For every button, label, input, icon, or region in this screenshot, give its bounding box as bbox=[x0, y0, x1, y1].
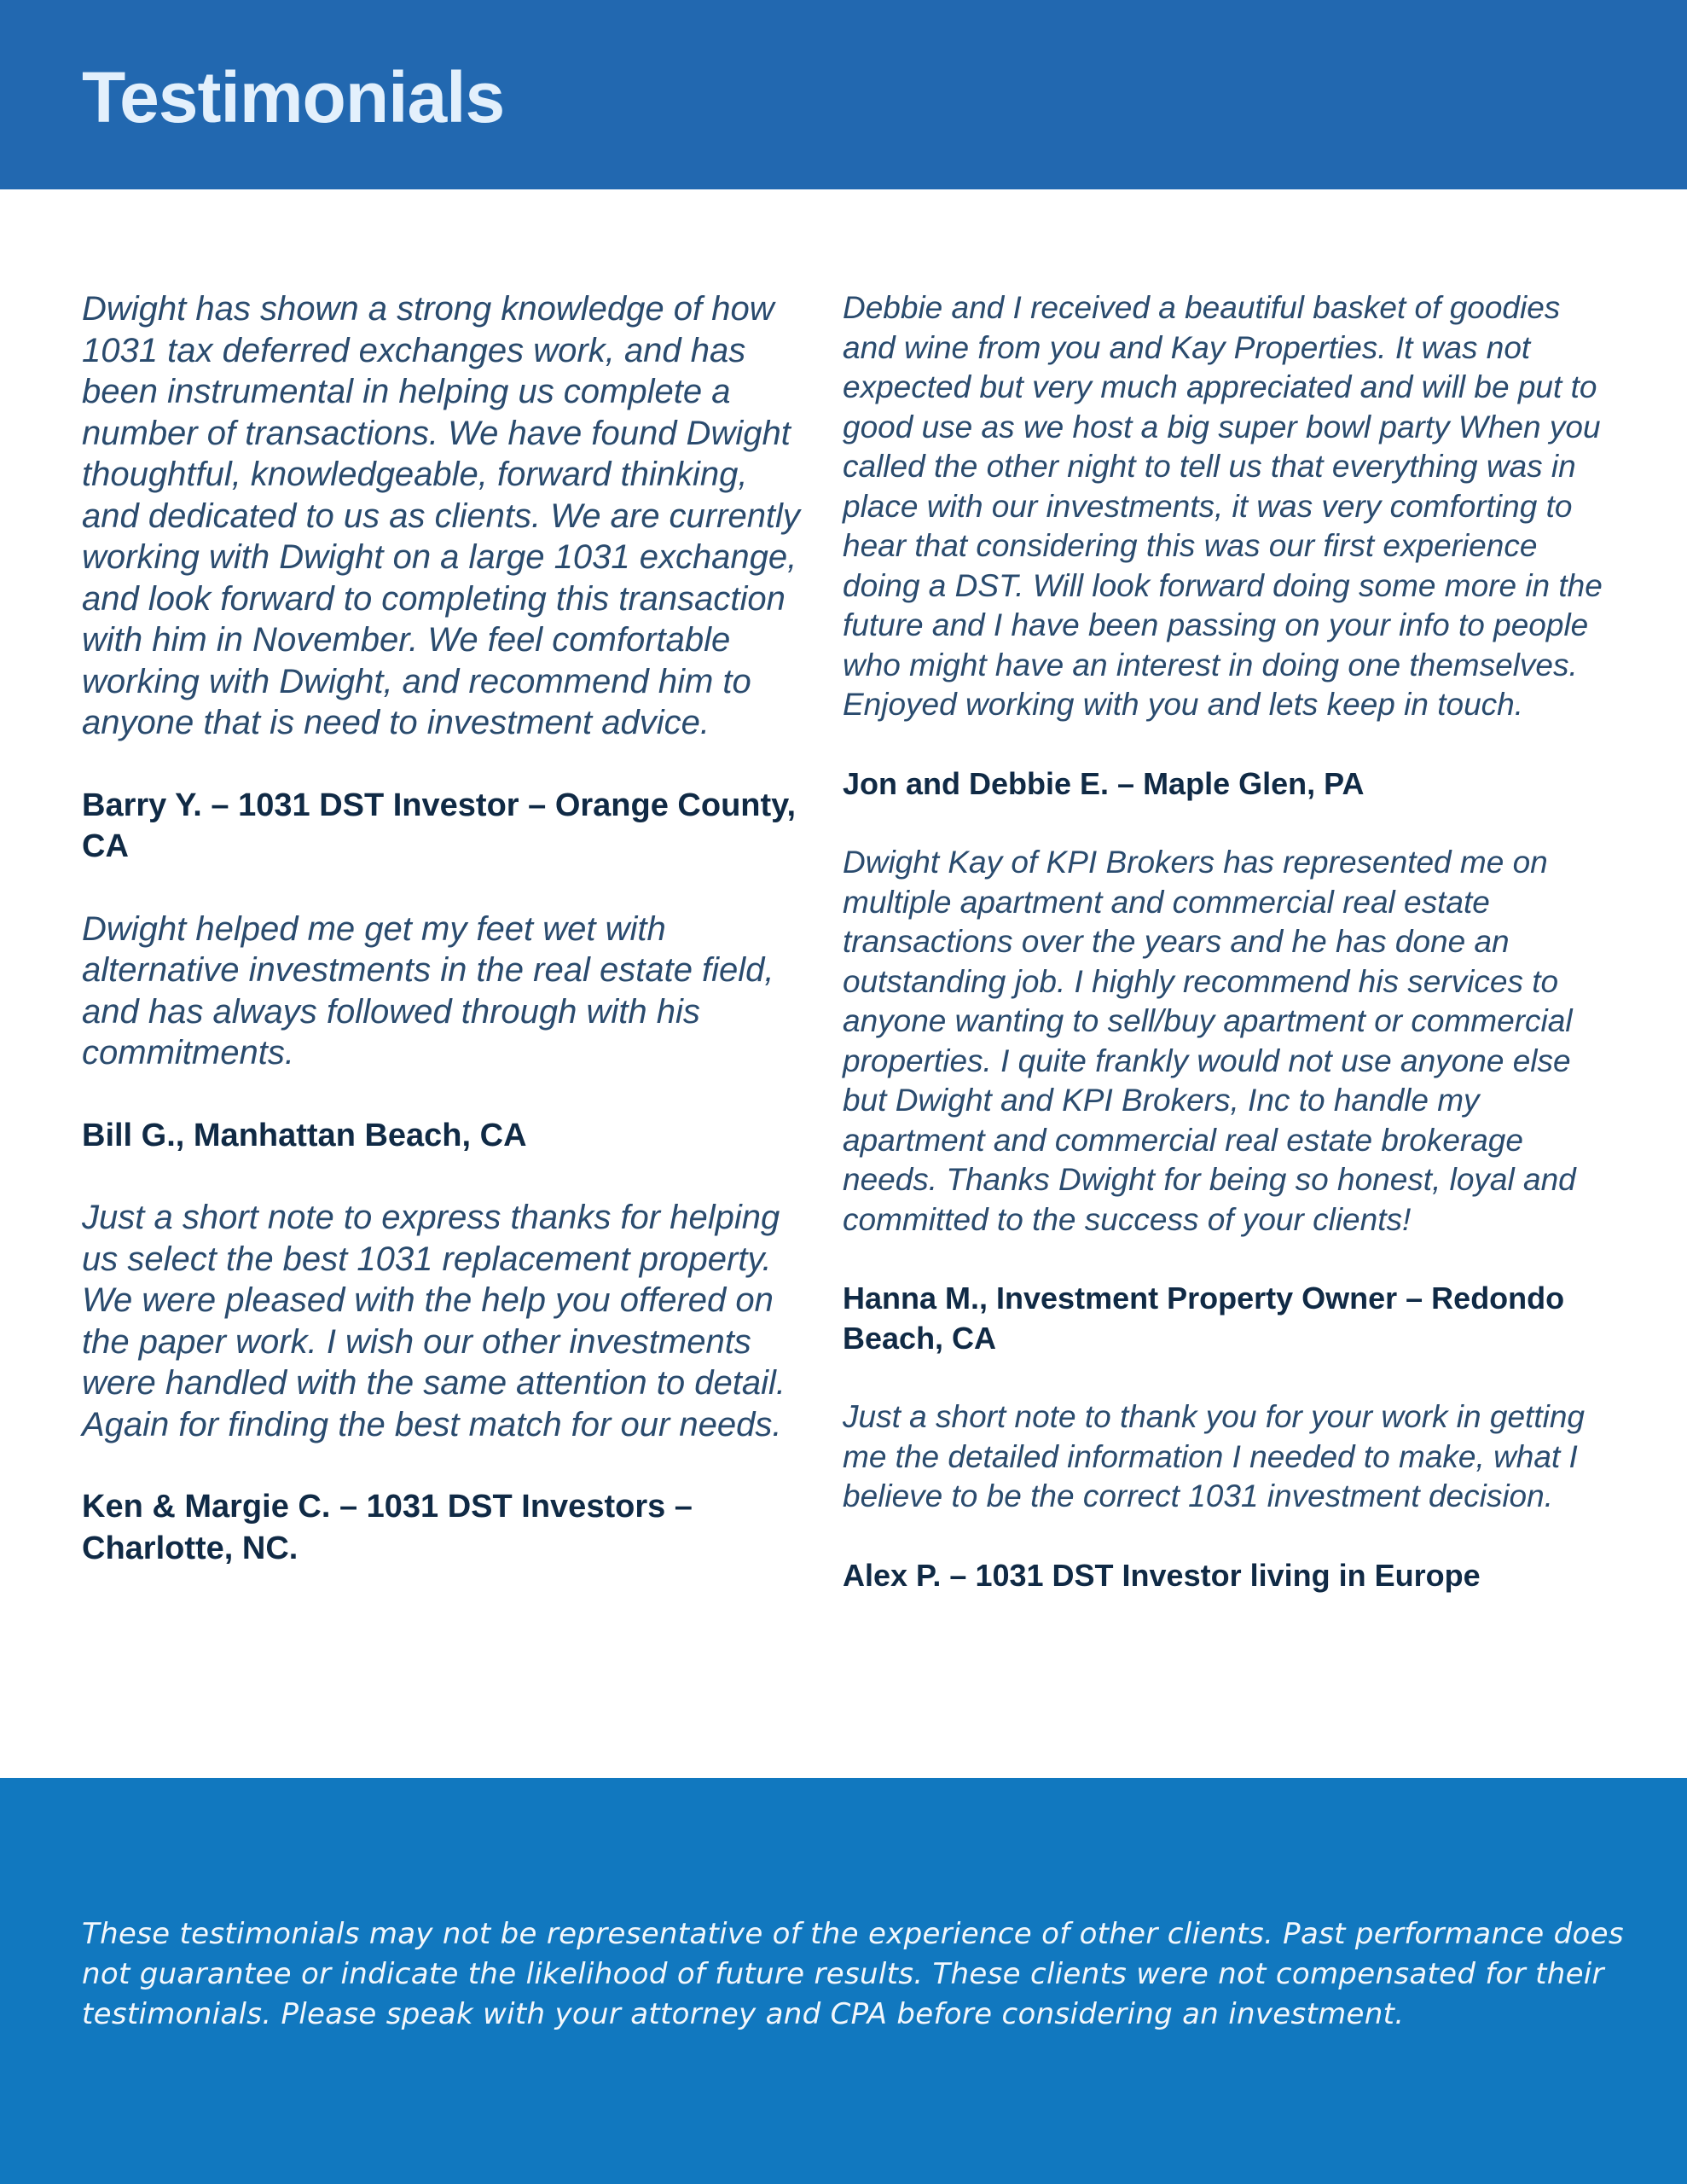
testimonial-quote: Dwight has shown a strong knowledge of how 1031 tax deferred exchanges work, and has been instrumental in helping us complete a number of transactions. We have found Dwight thoughtful, knowledgeable, forward thinking, and dedicated to us as clients. We are currently working with Dwight on a large 1031 exchange, and look forward to completing this transaction with him in November. We feel comfortable working with Dwight, and recommend him to anyone that is need to investment advice. bbox=[82, 290, 800, 741]
testimonials-column-left bbox=[82, 288, 807, 1610]
page-title: Testimonials bbox=[82, 57, 505, 137]
testimonial-quote: Dwight helped me get my feet wet with alternative investments in the real estate field, and has always followed through with his commitments. bbox=[82, 909, 774, 1072]
testimonial-author: Barry Y. – 1031 DST Investor – Orange County, CA bbox=[82, 787, 797, 864]
testimonial-author: Bill G., Manhattan Beach, CA bbox=[82, 1117, 527, 1153]
testimonial-quote: Just a short note to thank you for your work in getting me the detailed information I needed to make, what I believe to be the correct 1031 investment decision. bbox=[843, 1399, 1585, 1513]
testimonial-quote: Just a short note to express thanks for helping us select the best 1031 replacement property. We were pleased with the help you offered on the paper work. I wish our other investments were handled with the same attention to detail. Again for finding the best match for our needs. bbox=[82, 1199, 786, 1443]
disclaimer-banner bbox=[0, 1778, 1687, 2184]
header-banner bbox=[0, 0, 1687, 189]
testimonial-author: Hanna M., Investment Property Owner – Redondo Beach, CA bbox=[843, 1281, 1565, 1356]
testimonial-author: Ken & Margie C. – 1031 DST Investors – Charlotte, NC. bbox=[82, 1489, 693, 1566]
testimonial-quote: Dwight Kay of KPI Brokers has represented me on multiple apartment and commercial real estate transactions over the years and he has done an outstanding job. I highly recommend his services to anyone wanting to sell/buy apartment or commercial properties. I quite frankly would not use anyone else but Dwight and KPI Brokers, Inc to handle my apartment and commercial real estate brokerage needs. Thanks Dwight for being so honest, loyal and committed to the success of your clients! bbox=[843, 845, 1576, 1237]
testimonials-column-right bbox=[843, 288, 1610, 1635]
testimonial-author: Alex P. – 1031 DST Investor living in Europe bbox=[843, 1557, 1481, 1593]
testimonial-author: Jon and Debbie E. – Maple Glen, PA bbox=[843, 765, 1365, 801]
disclaimer-text: These testimonials may not be representative of the experience of other clients. Past performance does not guarantee or indicate the likelihood of future results. These clients were not compensated for their testimonials. Please speak with your attorney and CPA before considering an investment. bbox=[82, 1917, 1624, 2031]
testimonial-quote: Debbie and I received a beautiful basket of goodies and wine from you and Kay Properties. It was not expected but very much appreciated and will be put to good use as we host a big super bowl party When you called the other night to tell us that everything was in place with our investments, it was very comforting to hear that considering this was our first experience doing a DST. Will look forward doing some more in the future and I have been passing on your info to people who might have an interest in doing one themselves. Enjoyed working with you and lets keep in touch. bbox=[843, 290, 1603, 722]
